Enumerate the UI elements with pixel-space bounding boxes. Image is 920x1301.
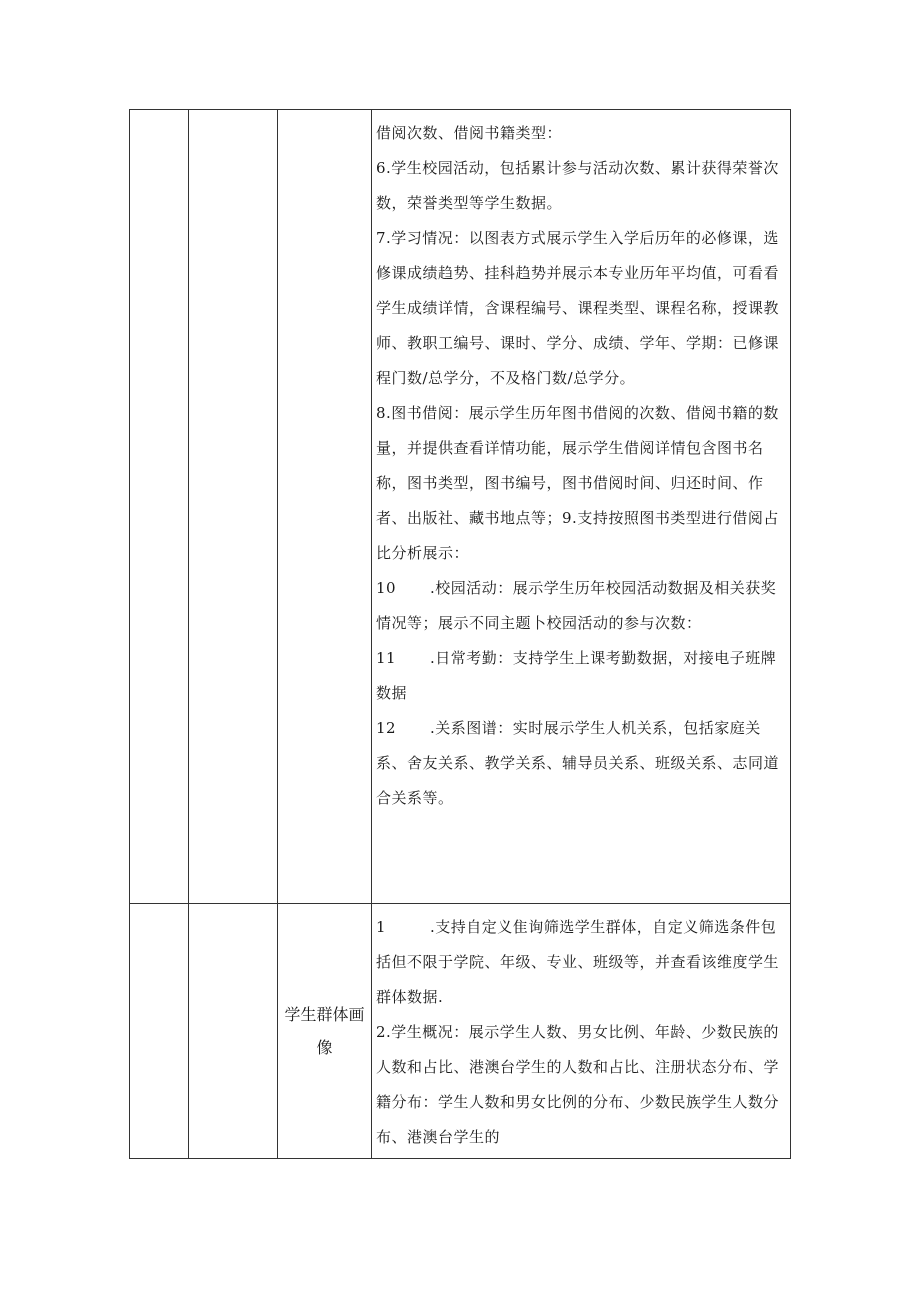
item-number: 1 xyxy=(376,918,387,936)
numbered-item xyxy=(376,910,786,1015)
table-row xyxy=(130,904,791,1159)
spec-table xyxy=(129,109,791,1159)
empty-cell xyxy=(278,110,372,904)
item-text: .日常考勤：支持学生上课考勤数据，对接电子班牌数据 xyxy=(376,649,777,702)
paragraph: 6.学生校园活动，包括累计参与活动次数、累计获得荣誉次数，荣誉类型等学生数据。 xyxy=(376,159,779,212)
description-cell xyxy=(372,904,791,1159)
description-cell xyxy=(372,110,791,904)
numbered-item xyxy=(376,641,786,711)
numbered-item xyxy=(376,571,786,641)
item-number: 11 xyxy=(376,649,397,667)
item-text: .支持自定义隹询筛选学生群体，自定义筛选条件包括但不限于学院、年级、专业、班级等，并查看该维度学生群体数据. xyxy=(376,918,780,1006)
item-number: 10 xyxy=(376,579,397,597)
paragraph: 2.学生概况：展示学生人数、男女比例、年龄、少数民族的人数和占比、港澳台学生的人数和占比、注册状态分布、学籍分布：学生人数和男女比例的分布、少数民族学生人数分布、港澳台学生的 xyxy=(376,1023,780,1146)
paragraph: 7.学习情况：以图表方式展示学生入学后历年的必修课，选修课成绩趋势、挂科趋势并展示本专业历年平均值，可看看学生成绩详情，含课程编号、课程类型、课程名称，授课教师、教职工编号、课时、学分、成绩、学年、学期：已修课程门数/总学分，不及格门数/总学分。 xyxy=(376,229,780,387)
paragraph: 8.图书借阅：展示学生历年图书借阅的次数、借阅书籍的数量，并提供查看详情功能，展示学生借阅详情包含图书名称，图书类型，图书编号，图书借阅时间、归还时间、作者、出版社、藏书地点等；9.支持按照图书类型进行借阅占比分析展示： xyxy=(376,404,779,562)
empty-cell xyxy=(130,110,189,904)
empty-cell xyxy=(189,904,278,1159)
module-label: 学生群体画像 xyxy=(278,904,372,1159)
numbered-item xyxy=(376,711,786,816)
table-row xyxy=(130,110,791,904)
item-text: .关系图谱：实时展示学生人机关系，包括家庭关系、舍友关系、教学关系、辅导员关系、班级关系、志同道合关系等。 xyxy=(376,719,780,807)
item-number: 12 xyxy=(376,719,397,737)
empty-cell xyxy=(130,904,189,1159)
item-text: .校园活动：展示学生历年校园活动数据及相关获奖情况等；展示不同主题卜校园活动的参与次数： xyxy=(376,579,777,632)
empty-cell xyxy=(189,110,278,904)
paragraph: 借阅次数、借阅书籍类型： xyxy=(376,124,563,142)
